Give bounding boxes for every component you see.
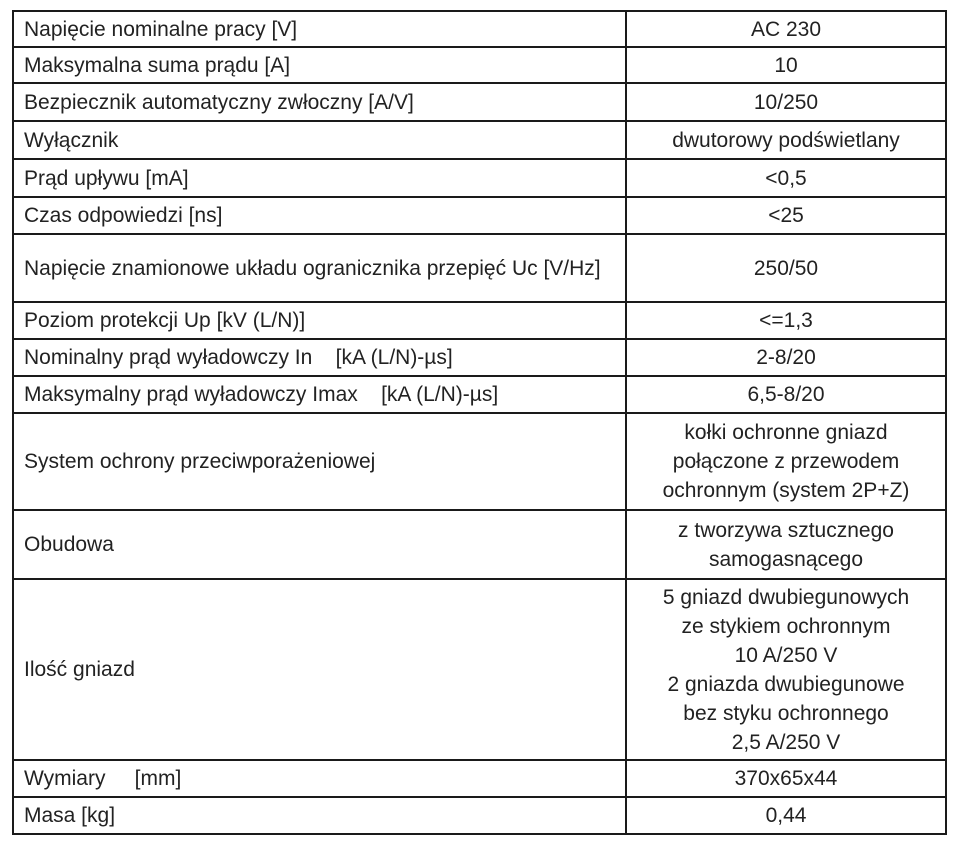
row-label: Napięcie nominalne pracy [V] <box>13 11 626 47</box>
row-label: System ochrony przeciwporażeniowej <box>13 413 626 510</box>
table-row <box>13 47 946 83</box>
row-value: 10 <box>626 47 946 83</box>
row-label: Poziom protekcji Up [kV (L/N)] <box>13 302 626 339</box>
row-label: Prąd upływu [mA] <box>13 159 626 197</box>
table-row <box>13 234 946 302</box>
row-value: <25 <box>626 197 946 234</box>
row-label: Napięcie znamionowe układu ogranicznika przepięć Uc [V/Hz] <box>13 234 626 302</box>
row-value: z tworzywa sztucznego samogasnącego <box>626 510 946 579</box>
table-row <box>13 121 946 159</box>
row-label: Bezpiecznik automatyczny zwłoczny [A/V] <box>13 83 626 121</box>
row-value: 6,5-8/20 <box>626 376 946 413</box>
row-value: 5 gniazd dwubiegunowych ze stykiem ochronnym 10 A/250 V 2 gniazda dwubiegunowe bez styku ochronnego 2,5 A/250 V <box>626 579 946 760</box>
row-label: Maksymalny prąd wyładowczy Imax [kA (L/N)-µs] <box>13 376 626 413</box>
row-label: Wyłącznik <box>13 121 626 159</box>
table-row <box>13 339 946 376</box>
table-row <box>13 159 946 197</box>
table-row <box>13 579 946 760</box>
row-value: 370x65x44 <box>626 760 946 797</box>
row-value: <=1,3 <box>626 302 946 339</box>
row-value: AC 230 <box>626 11 946 47</box>
table-row <box>13 797 946 834</box>
row-label: Ilość gniazd <box>13 579 626 760</box>
table-row <box>13 11 946 47</box>
specification-table <box>12 10 947 835</box>
row-label: Czas odpowiedzi [ns] <box>13 197 626 234</box>
table-row <box>13 197 946 234</box>
row-value: 250/50 <box>626 234 946 302</box>
row-label: Wymiary [mm] <box>13 760 626 797</box>
row-value: 0,44 <box>626 797 946 834</box>
row-label: Obudowa <box>13 510 626 579</box>
table-row <box>13 302 946 339</box>
row-label: Nominalny prąd wyładowczy In [kA (L/N)-µs] <box>13 339 626 376</box>
table-row <box>13 413 946 510</box>
row-label: Maksymalna suma prądu [A] <box>13 47 626 83</box>
row-value: <0,5 <box>626 159 946 197</box>
table-row <box>13 376 946 413</box>
table-row <box>13 760 946 797</box>
table-row <box>13 510 946 579</box>
table-row <box>13 83 946 121</box>
row-value: kołki ochronne gniazd połączone z przewodem ochronnym (system 2P+Z) <box>626 413 946 510</box>
row-value: 2-8/20 <box>626 339 946 376</box>
row-value: 10/250 <box>626 83 946 121</box>
row-label: Masa [kg] <box>13 797 626 834</box>
row-value: dwutorowy podświetlany <box>626 121 946 159</box>
